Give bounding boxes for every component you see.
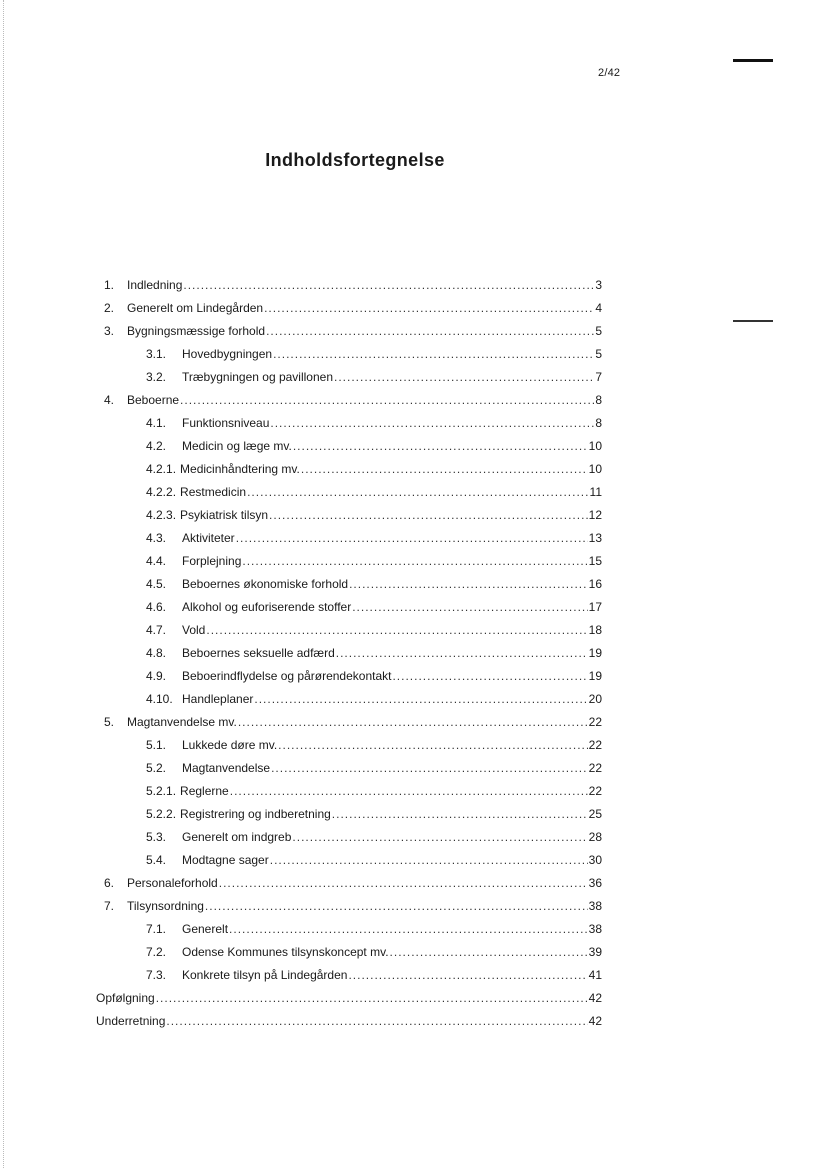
page-title: Indholdsfortegnelse [265,150,445,170]
toc-dot-leader [278,734,587,757]
page-number: 2/42 [598,67,621,79]
toc-entry-page: 18 [588,623,602,637]
toc-dot-leader [236,527,588,550]
toc-entry[interactable] [96,619,602,642]
toc-entry-page: 42 [588,1014,602,1028]
toc-entry[interactable] [96,366,602,389]
toc-entry[interactable] [96,803,602,826]
toc-entry-number: 4.2.1. [146,462,177,476]
scan-edge-line [3,0,5,1168]
toc-entry-page: 10 [588,462,602,476]
toc-entry-number: 4.1. [146,416,167,430]
toc-entry[interactable] [96,343,602,366]
toc-entry[interactable] [96,573,602,596]
toc-entry[interactable] [96,481,602,504]
toc-entry-label: Generelt om Lindegården [127,301,264,315]
toc-entry-number: 7.1. [146,922,167,936]
toc-entry[interactable] [96,527,602,550]
toc-dot-leader [334,366,594,389]
toc-entry[interactable] [96,389,602,412]
toc-dot-leader [254,688,587,711]
toc-entry-number: 4.6. [146,600,167,614]
toc-dot-leader [266,320,594,343]
margin-mark-middle [733,320,773,322]
toc-entry-number: 5.3. [146,830,167,844]
toc-entry-page: 36 [588,876,602,890]
toc-dot-leader [229,918,588,941]
toc-entry-number: 7.2. [146,945,167,959]
toc-dot-leader [247,481,588,504]
toc-entry-page: 10 [588,439,602,453]
toc-entry[interactable] [96,550,602,573]
toc-entry-page: 38 [588,899,602,913]
toc-entry-page: 30 [588,853,602,867]
toc-entry-label: Medicin og læge mv. [182,439,292,453]
toc-dot-leader [238,711,588,734]
toc-entry-label: Beboernes økonomiske forhold [182,577,349,591]
toc-entry-label: Beboerindflydelse og pårørendekontakt [182,669,392,683]
toc-entry[interactable] [96,964,602,987]
toc-entry-label: Træbygningen og pavillonen [182,370,333,384]
toc-entry[interactable] [96,1010,602,1033]
toc-entry[interactable] [96,688,602,711]
toc-entry-number: 5.1. [146,738,167,752]
toc-dot-leader [332,803,588,826]
toc-entry-number: 4.2. [146,439,167,453]
toc-dot-leader [166,1010,587,1033]
toc-entry-label: Magtanvendelse mv. [127,715,237,729]
toc-entry[interactable] [96,826,602,849]
toc-entry-page: 25 [588,807,602,821]
toc-entry-number: 4.7. [146,623,167,637]
toc-entry-label: Lukkede døre mv. [182,738,278,752]
toc-entry-page: 22 [588,738,602,752]
toc-entry[interactable] [96,941,602,964]
toc-entry-label: Opfølgning [96,991,155,1005]
toc-dot-leader [205,895,588,918]
toc-entry[interactable] [96,872,602,895]
toc-entry-page: 17 [588,600,602,614]
toc-entry-page: 13 [588,531,602,545]
toc-entry-label: Psykiatrisk tilsyn [180,508,269,522]
toc-entry-number: 4.8. [146,646,167,660]
toc-entry-label: Aktiviteter [182,531,235,545]
toc-entry-number: 4.2.3. [146,508,177,522]
table-of-contents [96,274,602,1033]
toc-entry-number: 4.5. [146,577,167,591]
toc-entry-label: Odense Kommunes tilsynskoncept mv. [182,945,389,959]
toc-entry[interactable] [96,849,602,872]
toc-entry-page: 22 [588,784,602,798]
toc-entry-page: 12 [588,508,602,522]
toc-entry-page: 8 [595,393,602,407]
toc-entry-page: 11 [589,485,602,499]
toc-entry-label: Generelt om indgreb [182,830,292,844]
toc-entry-label: Hovedbygningen [182,347,273,361]
toc-entry-label: Personaleforhold [127,876,218,890]
toc-entry[interactable] [96,435,602,458]
toc-dot-leader [264,297,594,320]
toc-dot-leader [219,872,588,895]
toc-entry-page: 4 [595,301,602,315]
toc-dot-leader [242,550,587,573]
toc-dot-leader [230,780,588,803]
toc-entry-label: Vold [182,623,206,637]
toc-entry-page: 7 [595,370,602,384]
toc-entry-number: 5.2. [146,761,167,775]
toc-entry-number: 5.2.2. [146,807,177,821]
toc-entry-label: Handleplaner [182,692,254,706]
toc-entry-number: 5.4. [146,853,167,867]
toc-entry-page: 16 [588,577,602,591]
toc-entry-page: 28 [588,830,602,844]
toc-entry-page: 42 [588,991,602,1005]
toc-dot-leader [271,757,588,780]
toc-entry[interactable] [96,665,602,688]
toc-dot-leader [336,642,588,665]
toc-entry-number: 3. [104,324,115,338]
toc-entry-number: 7. [104,899,115,913]
toc-entry-label: Magtanvendelse [182,761,271,775]
toc-entry-label: Generelt [182,922,229,936]
toc-entry-number: 6. [104,876,115,890]
toc-entry-number: 4.2.2. [146,485,177,499]
toc-dot-leader [273,343,594,366]
toc-entry[interactable] [96,918,602,941]
toc-entry-label: Beboerne [127,393,180,407]
margin-mark-top [733,59,773,62]
toc-entry-label: Indledning [127,278,183,292]
toc-entry-number: 3.2. [146,370,167,384]
toc-entry-page: 3 [595,278,602,292]
toc-entry-number: 1. [104,278,115,292]
toc-dot-leader [270,849,588,872]
toc-entry[interactable] [96,297,602,320]
toc-dot-leader [269,504,588,527]
toc-entry-label: Tilsynsordning [127,899,204,913]
toc-dot-leader [348,964,587,987]
toc-entry-page: 22 [588,761,602,775]
toc-entry[interactable] [96,412,602,435]
toc-dot-leader [156,987,588,1010]
toc-entry-label: Konkrete tilsyn på Lindegården [182,968,348,982]
toc-entry-label: Underretning [96,1014,166,1028]
toc-entry-label: Medicinhåndtering mv. [180,462,300,476]
toc-entry[interactable] [96,504,602,527]
toc-entry-label: Registrering og indberetning [180,807,331,821]
toc-entry[interactable] [96,895,602,918]
toc-entry-page: 22 [588,715,602,729]
toc-entry-number: 4.4. [146,554,167,568]
toc-dot-leader [183,274,594,297]
toc-entry-number: 2. [104,301,115,315]
toc-entry-page: 38 [588,922,602,936]
toc-entry[interactable] [96,987,602,1010]
toc-entry-page: 5 [595,324,602,338]
toc-entry[interactable] [96,711,602,734]
toc-entry[interactable] [96,642,602,665]
toc-entry-label: Restmedicin [180,485,247,499]
toc-dot-leader [270,412,594,435]
toc-dot-leader [292,826,587,849]
toc-dot-leader [390,941,588,964]
toc-entry[interactable] [96,780,602,803]
toc-entry-page: 5 [595,347,602,361]
toc-entry-number: 5.2.1. [146,784,177,798]
toc-dot-leader [352,596,587,619]
toc-entry-number: 3.1. [146,347,167,361]
toc-entry-page: 20 [588,692,602,706]
toc-entry-label: Forplejning [182,554,242,568]
toc-entry-label: Reglerne [180,784,229,798]
toc-dot-leader [301,458,588,481]
toc-entry-label: Modtagne sager [182,853,269,867]
toc-dot-leader [293,435,588,458]
toc-dot-leader [349,573,588,596]
toc-dot-leader [206,619,587,642]
toc-dot-leader [180,389,594,412]
toc-entry[interactable] [96,320,602,343]
toc-entry-page: 15 [588,554,602,568]
toc-dot-leader [392,665,587,688]
toc-entry[interactable] [96,734,602,757]
toc-entry-label: Bygningsmæssige forhold [127,324,266,338]
toc-entry-page: 19 [588,646,602,660]
toc-entry-label: Funktionsniveau [182,416,270,430]
toc-entry-page: 41 [588,968,602,982]
toc-entry-label: Beboernes seksuelle adfærd [182,646,335,660]
toc-entry-number: 4.9. [146,669,167,683]
toc-entry[interactable] [96,596,602,619]
toc-entry-number: 5. [104,715,115,729]
toc-entry-page: 39 [588,945,602,959]
toc-entry[interactable] [96,458,602,481]
toc-entry[interactable] [96,757,602,780]
toc-entry-number: 4.10. [146,692,173,706]
toc-entry-page: 8 [595,416,602,430]
toc-entry[interactable] [96,274,602,297]
toc-entry-number: 4. [104,393,115,407]
toc-entry-label: Alkohol og euforiserende stoffer [182,600,352,614]
toc-entry-number: 4.3. [146,531,167,545]
toc-entry-page: 19 [588,669,602,683]
toc-entry-number: 7.3. [146,968,167,982]
